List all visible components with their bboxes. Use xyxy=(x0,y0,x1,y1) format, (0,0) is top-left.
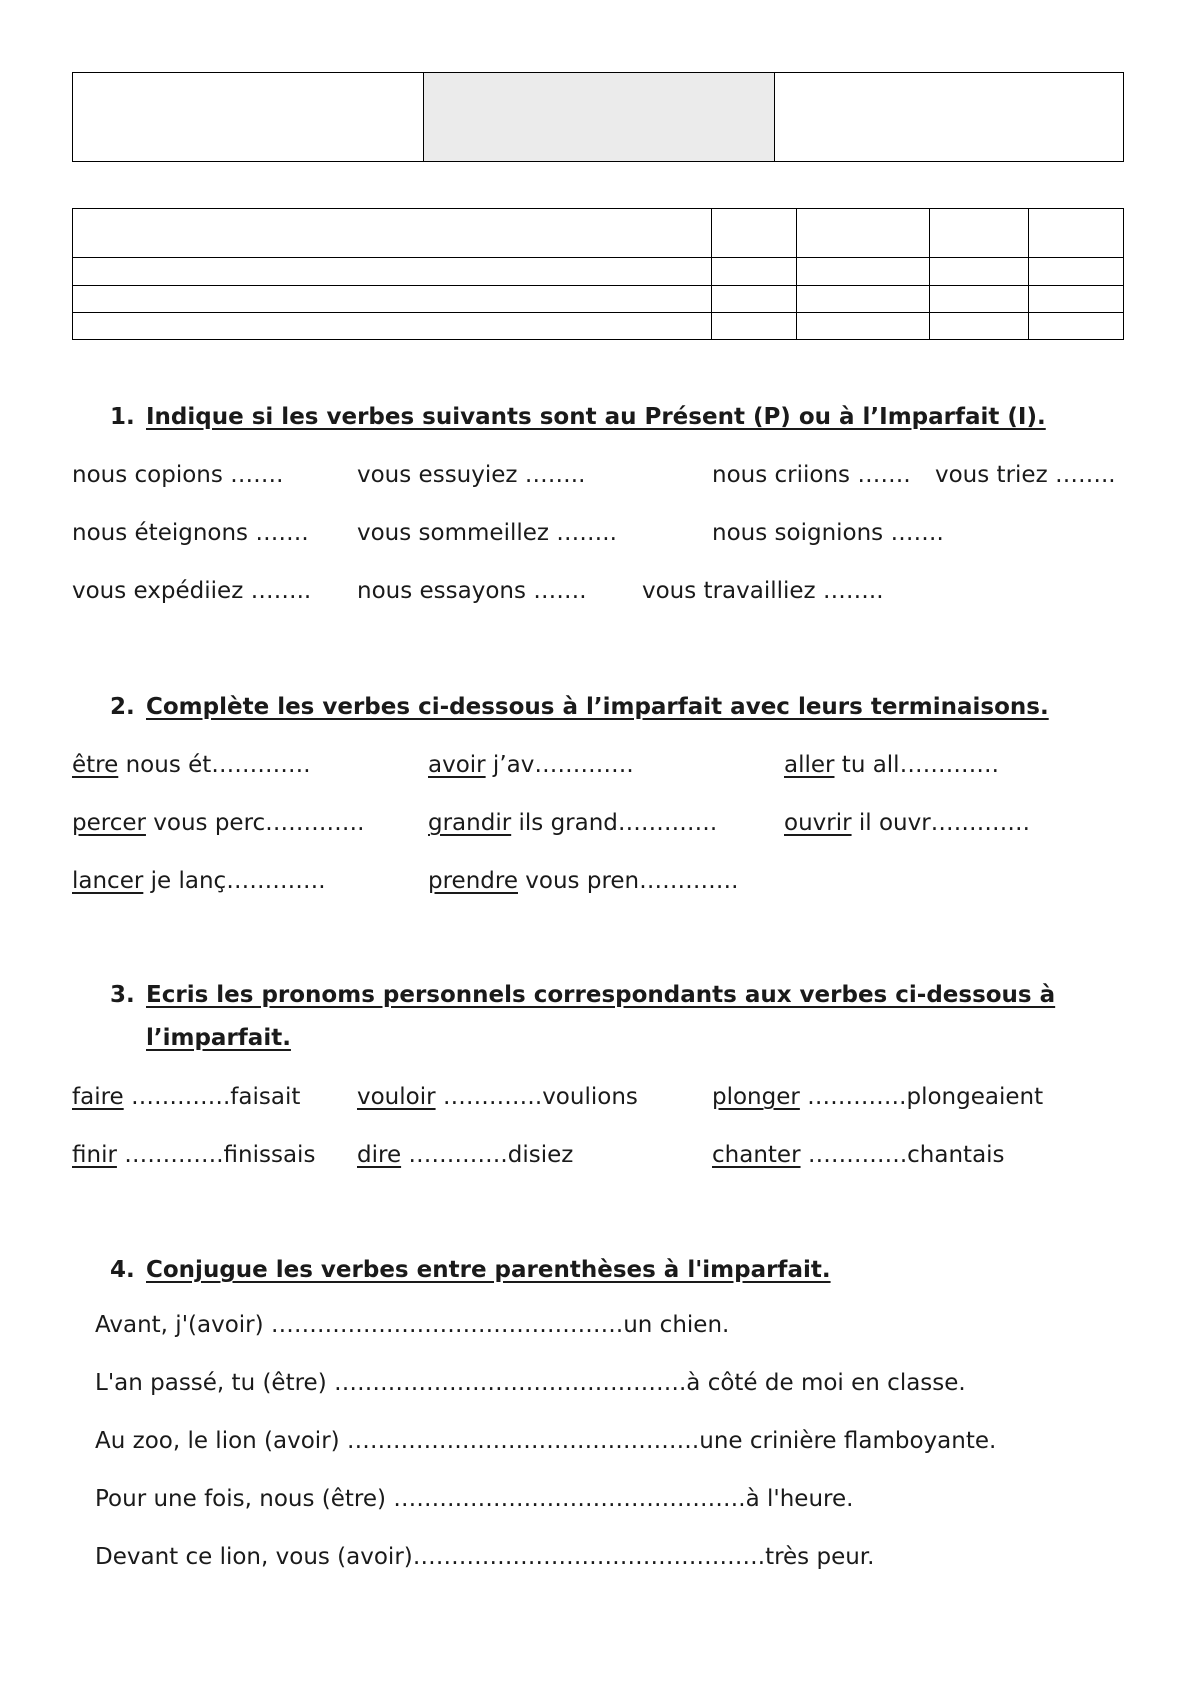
grade-cell xyxy=(712,258,797,285)
infinitive: finir xyxy=(72,1142,117,1168)
grade-cell xyxy=(930,285,1029,312)
infinitive: aller xyxy=(784,752,835,778)
infinitive: lancer xyxy=(72,868,144,894)
blank-text: vous perc…………. xyxy=(145,810,365,836)
sentence-item: Au zoo, le lion (avoir) ……………………………………….une crinière flamboyante. xyxy=(95,1428,997,1454)
section4-number: 4. xyxy=(110,1257,135,1283)
grade-cell xyxy=(73,285,712,312)
grade-cell xyxy=(930,312,1029,339)
sentence-item: Pour une fois, nous (être) ……………………………………….à l'heure. xyxy=(95,1486,854,1512)
blank-text: il ouvr…………. xyxy=(851,810,1030,836)
blank-text: ………….finissais xyxy=(116,1142,316,1168)
grade-cell xyxy=(73,209,712,258)
exercise-item xyxy=(784,752,999,778)
infinitive: prendre xyxy=(428,868,518,894)
exercise-item: vous sommeillez …….. xyxy=(357,520,617,546)
blank-text: tu all…………. xyxy=(834,752,999,778)
infinitive: avoir xyxy=(428,752,486,778)
grade-table-row xyxy=(73,285,1124,312)
grade-cell xyxy=(797,312,930,339)
exercise-item xyxy=(428,868,738,894)
exercise-item: nous criions ……. xyxy=(712,462,911,488)
exercise-item xyxy=(712,1084,1043,1110)
exercise-item: vous travailliez …….. xyxy=(642,578,884,604)
grade-cell xyxy=(712,285,797,312)
infinitive: plonger xyxy=(712,1084,800,1110)
header-cell-middle xyxy=(424,73,775,162)
grade-cell xyxy=(712,209,797,258)
exercise-item xyxy=(428,752,634,778)
grade-cell xyxy=(930,209,1029,258)
section3-title-line1: Ecris les pronoms personnels correspondants aux verbes ci-dessous à xyxy=(146,982,1056,1008)
exercise-item xyxy=(72,868,326,894)
grade-table-row xyxy=(73,312,1124,339)
section1-number: 1. xyxy=(110,404,135,430)
sentence-item: L'an passé, tu (être) ……………………………………….à côté de moi en classe. xyxy=(95,1370,966,1396)
exercise-item xyxy=(72,752,311,778)
header-cell-left xyxy=(73,73,424,162)
section4-title: Conjugue les verbes entre parenthèses à l'imparfait. xyxy=(146,1257,831,1283)
exercise-item: nous essayons ……. xyxy=(357,578,587,604)
section1-heading xyxy=(110,404,1046,430)
grade-cell xyxy=(712,312,797,339)
grade-table-row xyxy=(73,209,1124,258)
grade-cell xyxy=(797,285,930,312)
grade-table xyxy=(72,208,1124,340)
infinitive: dire xyxy=(357,1142,402,1168)
section1-title: Indique si les verbes suivants sont au Présent (P) ou à l’Imparfait (I). xyxy=(146,404,1046,430)
blank-text: ………….chantais xyxy=(800,1142,1005,1168)
grade-cell xyxy=(73,258,712,285)
exercise-item xyxy=(72,1142,315,1168)
exercise-item: nous soignions ……. xyxy=(712,520,944,546)
blank-text: vous pren…………. xyxy=(517,868,739,894)
grade-cell xyxy=(1029,312,1124,339)
grade-cell xyxy=(1029,285,1124,312)
blank-text: ………….disiez xyxy=(401,1142,574,1168)
section3-number: 3. xyxy=(110,982,135,1008)
section4-heading xyxy=(110,1257,831,1283)
grade-cell xyxy=(930,258,1029,285)
grade-cell xyxy=(1029,209,1124,258)
blank-text: j’av…………. xyxy=(485,752,634,778)
grade-cell xyxy=(797,258,930,285)
section2-number: 2. xyxy=(110,694,135,720)
blank-text: je lanç…………. xyxy=(143,868,326,894)
section3-heading-line2 xyxy=(146,1025,291,1051)
blank-text: nous ét…………. xyxy=(118,752,311,778)
exercise-item: nous éteignons ……. xyxy=(72,520,309,546)
exercise-item xyxy=(428,810,717,836)
infinitive: percer xyxy=(72,810,146,836)
exercise-item: nous copions ……. xyxy=(72,462,284,488)
exercise-item xyxy=(784,810,1030,836)
grade-table-row xyxy=(73,258,1124,285)
infinitive: chanter xyxy=(712,1142,801,1168)
infinitive: être xyxy=(72,752,119,778)
section3-title-line2: l’imparfait. xyxy=(146,1025,291,1051)
infinitive: grandir xyxy=(428,810,512,836)
grade-cell xyxy=(1029,258,1124,285)
blank-text: ………….faisait xyxy=(123,1084,301,1110)
infinitive: faire xyxy=(72,1084,124,1110)
sentence-item: Devant ce lion, vous (avoir)……………………………………….très peur. xyxy=(95,1544,875,1570)
section2-heading xyxy=(110,694,1049,720)
grade-cell xyxy=(797,209,930,258)
header-table xyxy=(72,72,1124,162)
header-cell-right xyxy=(775,73,1124,162)
exercise-item xyxy=(712,1142,1005,1168)
exercise-item: vous triez …….. xyxy=(935,462,1116,488)
section2-title: Complète les verbes ci-dessous à l’imparfait avec leurs terminaisons. xyxy=(146,694,1049,720)
blank-text: ………….voulions xyxy=(435,1084,638,1110)
exercise-item xyxy=(72,810,364,836)
exercise-item xyxy=(72,1084,300,1110)
exercise-item: vous expédiiez …….. xyxy=(72,578,312,604)
grade-cell xyxy=(73,312,712,339)
sentence-item: Avant, j'(avoir) ……………………………………….un chien. xyxy=(95,1312,730,1338)
section3-heading xyxy=(110,982,1055,1008)
exercise-item xyxy=(357,1084,638,1110)
infinitive: vouloir xyxy=(357,1084,436,1110)
infinitive: ouvrir xyxy=(784,810,852,836)
exercise-item: vous essuyiez …….. xyxy=(357,462,586,488)
exercise-item xyxy=(357,1142,573,1168)
blank-text: ils grand…………. xyxy=(511,810,718,836)
blank-text: ………….plongeaient xyxy=(799,1084,1044,1110)
